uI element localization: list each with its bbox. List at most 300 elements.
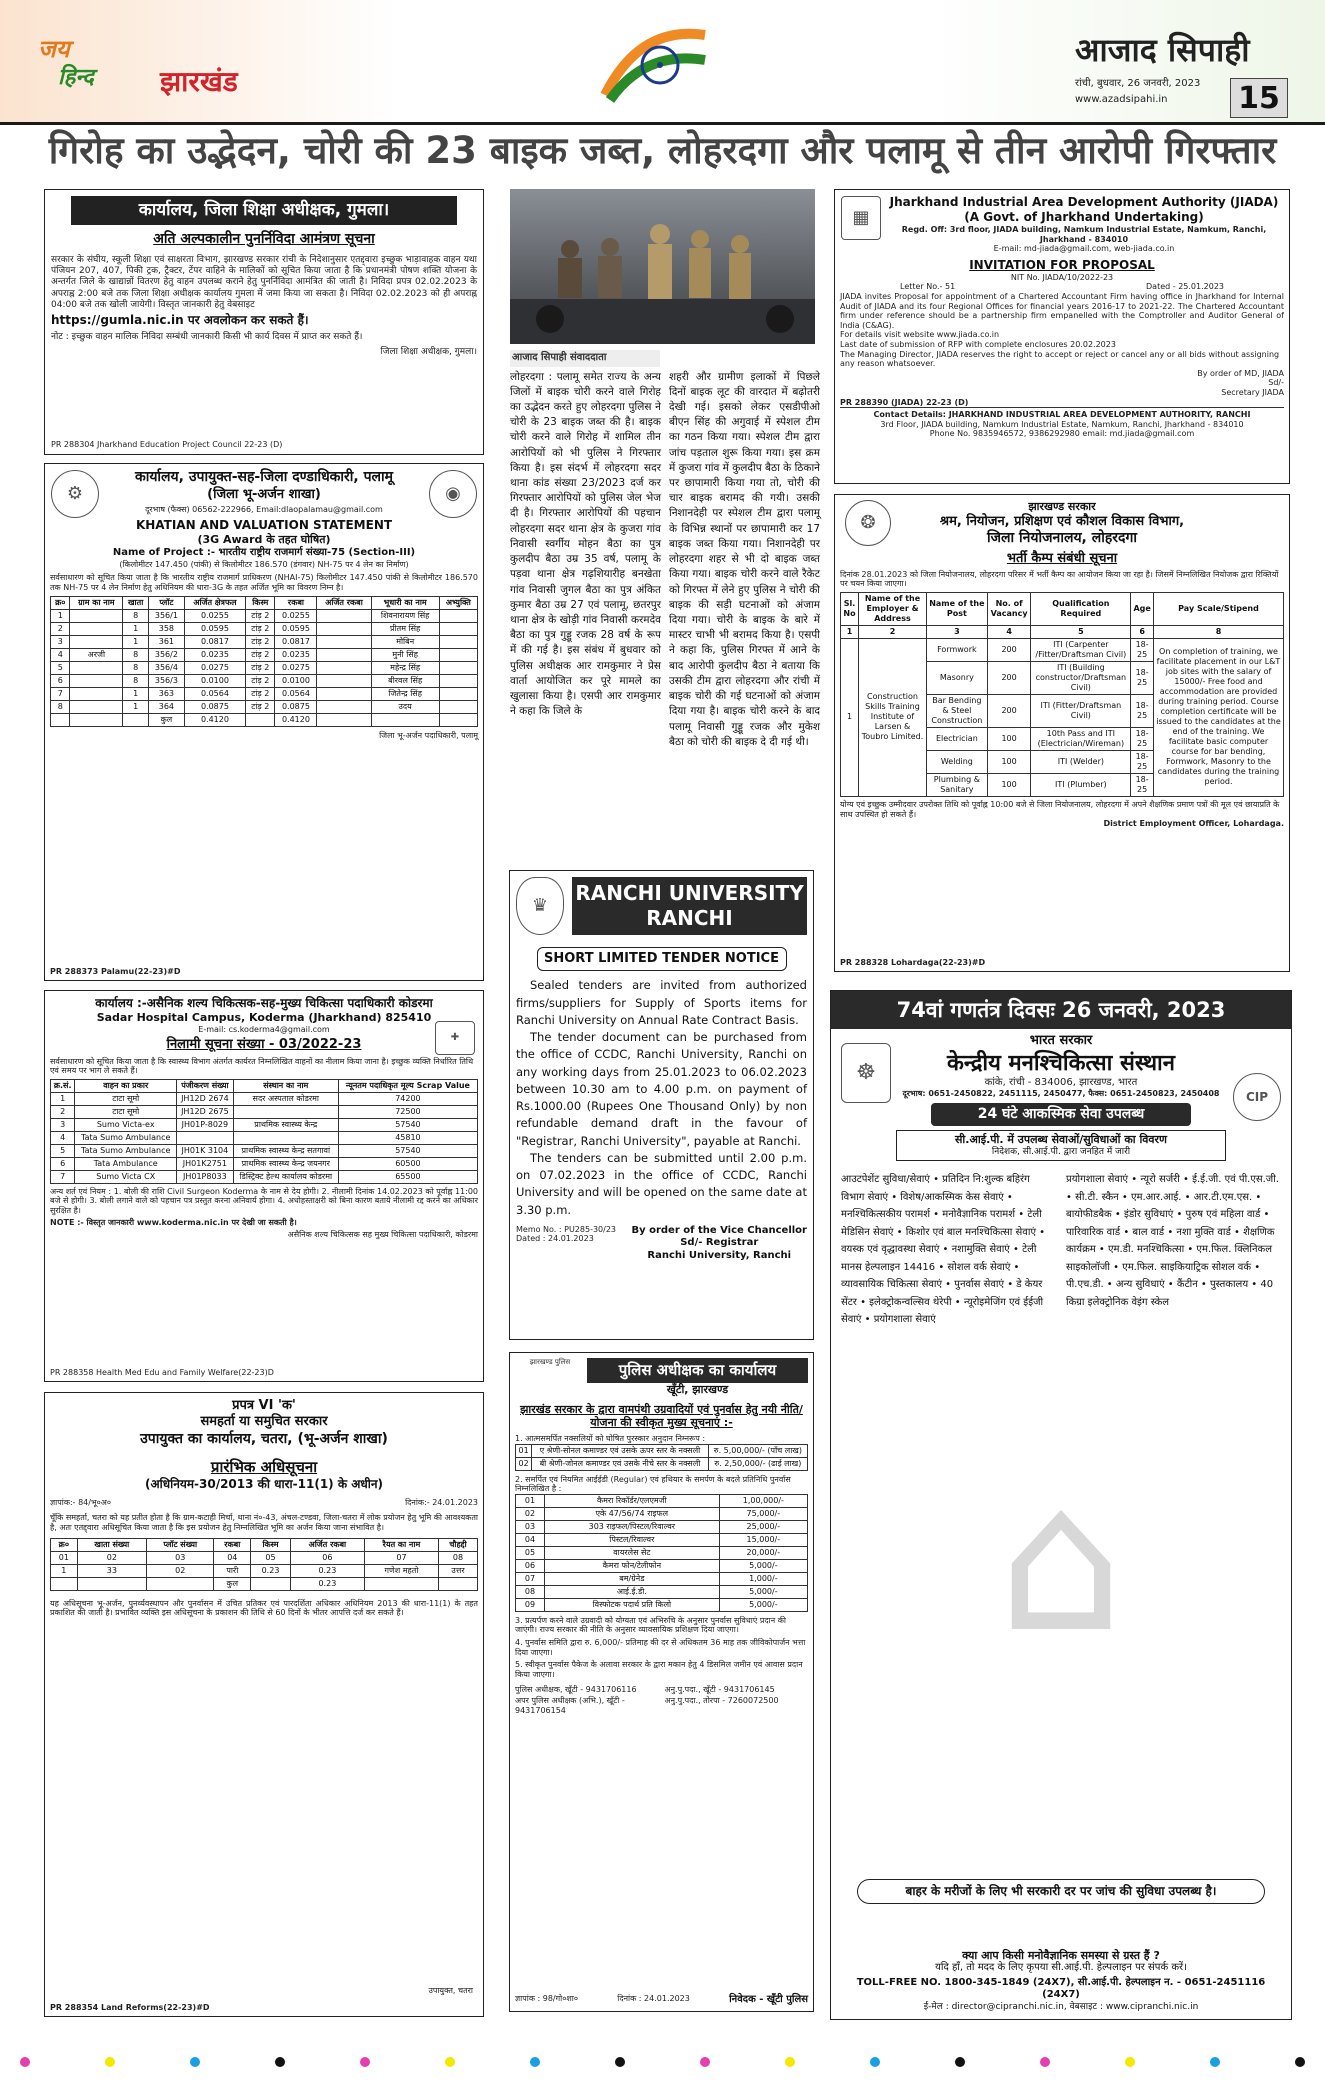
cip-ranchi-ad	[830, 990, 1292, 2020]
table-cell: 18-25	[1131, 750, 1154, 773]
khunti-h2: 2. समर्पित एवं नियमित आईईडी (Regular) एवं हथियार के समर्पण के बदले प्रतिनिधि पुनर्वास निम्नलिखित है :	[515, 1474, 791, 1494]
table-row	[51, 1131, 478, 1144]
table-cell	[439, 675, 477, 688]
table-cell: 0.23	[290, 1577, 364, 1590]
news-byline: आजाद सिपाही संवाददाता	[510, 350, 660, 367]
table-cell: 0.23	[290, 1564, 364, 1577]
gumla-title: कार्यालय, जिला शिक्षा अधीक्षक, गुमला।	[71, 196, 457, 225]
table-cell: प्राथमिक स्वास्थ्य केन्द्र	[233, 1118, 338, 1131]
table-cell: टांड़ 2	[246, 649, 275, 662]
table-cell: गणेश महतो	[364, 1564, 438, 1577]
table-header-cell: 4	[987, 625, 1031, 638]
table-cell: डिस्ट्रिक्ट हेल्थ कार्यालय कोडरमा	[233, 1170, 338, 1183]
lohardaga-dept: श्रम, नियोजन, प्रशिक्षण एवं कौशल विकास विभाग,	[939, 513, 1185, 529]
flag-chakra-graphic	[600, 15, 710, 105]
palamu-phone: दूरभाष (फैक्स) 06562-222966, Email:dlaopalamau@gmail.com	[145, 504, 383, 514]
table-cell: 8	[51, 701, 70, 714]
table-cell: 03	[516, 1520, 545, 1533]
table-cell: JH01K 3104	[177, 1144, 234, 1157]
table-cell: कैमरा रिकॉर्डर/एलएमजी	[545, 1494, 720, 1507]
tender-inst: Ranchi University, Ranchi	[647, 1249, 792, 1261]
table-cell: 0.0100	[275, 675, 317, 688]
khunti-p4: 4. पुनर्वास समिति द्वारा रु. 6,000/- प्रतिमाह की दर से अधिकतम 36 माह तक जीविकोपार्जन भत्ता दिया जाएगा।	[515, 1637, 806, 1657]
table-cell: JH12D 2675	[177, 1105, 234, 1118]
paper-name: आजाद सिपाही	[1075, 31, 1250, 69]
cip-watermark-icon: ⌂	[997, 1444, 1125, 1677]
table-cell	[70, 675, 123, 688]
table-row	[51, 701, 478, 714]
table-cell: 06	[516, 1559, 545, 1572]
table-cell: 2	[51, 623, 70, 636]
table-cell: 05	[251, 1551, 291, 1564]
table-cell: टांड़ 2	[246, 701, 275, 714]
jiada-contact2: 3rd Floor, JIADA building, Namkum Industrial Estate, Namkum, Ranchi, Jharkhand - 834010	[880, 419, 1244, 429]
table-cell: Masonry	[926, 661, 987, 694]
table-cell: 0.0817	[275, 636, 317, 649]
table-cell: On completion of training, we facilitate placement in our L&T job sites with the salary of 15000/- Free food and accommodation are provided during training period. Course completion certificate will be issued to the candidates at the end of the training. We facilitate basic computer course for bar bending, Formwork, Masonry to the candidates during the training period.	[1154, 638, 1284, 796]
table-cell	[317, 623, 371, 636]
table-cell	[439, 636, 477, 649]
jiada-dated: Dated - 25.01.2023	[1146, 282, 1224, 292]
table-cell: रु. 5,00,000/- (पाँच लाख)	[708, 1444, 807, 1457]
koderma-table	[50, 1079, 478, 1184]
table-cell: उदय	[371, 701, 439, 714]
jiada-last-date: Last date of submission of RFP with complete enclosures 20.02.2023	[840, 339, 1116, 349]
table-cell: 1	[841, 638, 859, 796]
table-cell: 6	[51, 675, 70, 688]
table-cell: 1	[51, 1564, 78, 1577]
table-cell	[439, 714, 477, 727]
jiada-invitation: INVITATION FOR PROPOSAL	[969, 257, 1155, 272]
table-cell: 7	[51, 688, 70, 701]
table-cell	[70, 688, 123, 701]
jiada-secretary: Secretary JIADA	[1221, 387, 1284, 397]
palamu-award: (3G Award के तहत घोषित)	[197, 533, 331, 547]
table-cell: बम/ग्रेनेड	[545, 1572, 720, 1585]
chatra-title1: समहर्ता या समुचित सरकार	[200, 1414, 328, 1430]
table-cell: 363	[149, 688, 185, 701]
table-cell	[51, 714, 70, 727]
table-header-cell: खाता	[123, 597, 149, 610]
jiada-name: Jharkhand Industrial Area Development Authority (JIADA)	[889, 195, 1279, 209]
table-header-cell: 1	[841, 625, 859, 638]
table-cell: 0.0100	[184, 675, 245, 688]
khunti-contact3: अपर पुलिस अधीक्षक (अभि.), खूँटी - 9431706154	[515, 1695, 625, 1715]
table-header-cell: अर्जित रकबा	[290, 1538, 364, 1551]
news-article	[510, 350, 820, 855]
gumla-footer-note: नोट : इच्छुक वाहन मालिक निविदा सम्बंधी जानकारी किसी भी कार्य दिवस में प्राप्त कर सकते हैं।	[51, 332, 363, 342]
table-cell	[317, 675, 371, 688]
table-header-cell: Pay Scale/Stipend	[1154, 592, 1284, 625]
table-cell: JH01K2751	[177, 1157, 234, 1170]
jiada-sub: (A Govt. of Jharkhand Undertaking)	[964, 210, 1204, 224]
table-header-cell: Name of the Employer & Address	[859, 592, 927, 625]
table-cell	[439, 649, 477, 662]
table-cell: Welding	[926, 750, 987, 773]
table-cell: Sumo Victa CX	[75, 1170, 177, 1183]
table-cell	[177, 1131, 234, 1144]
cip-banner: 74वां गणतंत्र दिवसः 26 जनवरी, 2023	[831, 991, 1291, 1029]
table-cell: बी श्रेणी-जोनल कमाण्डर एवं उसके नीचे स्तर के नक्सली	[532, 1457, 709, 1470]
khunti-p3: 3. प्रत्यर्पण करने वाले उग्रवादी को योग्यता एवं अभिरुचि के अनुसार पुनर्वास सुविधाएं प्रदान की जाएंगी। राज्य सरकार की नीति के अनुसार व्यावसायिक प्रशिक्षण दिया जाएगा।	[515, 1615, 786, 1635]
jiada-order: By order of MD, JIADA	[1197, 368, 1284, 378]
jiada-logo-icon: ▦	[841, 196, 881, 240]
table-cell	[70, 610, 123, 623]
table-cell: 3	[51, 1118, 75, 1131]
table-cell: 08	[439, 1551, 478, 1564]
table-header-cell: ग्राम का नाम	[70, 597, 123, 610]
table-cell: रु. 2,50,000/- (ढाई लाख)	[708, 1457, 807, 1470]
table-cell: 0.23	[251, 1564, 291, 1577]
table-cell: प्रीतम सिंह	[371, 623, 439, 636]
table-cell	[77, 1577, 146, 1590]
table-row	[51, 1157, 478, 1170]
table-header-cell: खाता संख्या	[77, 1538, 146, 1551]
table-cell: 0.0255	[184, 610, 245, 623]
table-cell: 0.0875	[275, 701, 317, 714]
table-cell: 0.0595	[275, 623, 317, 636]
table-cell	[317, 610, 371, 623]
lohardaga-table-header	[841, 592, 1284, 625]
table-row	[51, 610, 478, 623]
table-cell: Tata Sumo Ambulance	[75, 1144, 177, 1157]
table-cell: मुनी सिंह	[371, 649, 439, 662]
table-cell: 45810	[338, 1131, 477, 1144]
table-cell: 361	[149, 636, 185, 649]
table-header-cell: क्र.सं.	[51, 1079, 75, 1092]
table-cell	[51, 1577, 78, 1590]
table-cell: 1	[51, 1092, 75, 1105]
table-cell: 75,000/-	[719, 1507, 807, 1520]
table-cell: 1,00,000/-	[719, 1494, 807, 1507]
gumla-body: सरकार के संघीय, स्कूली शिक्षा एवं साक्षरता विभाग, झारखण्ड सरकार रांची के निदेशानुसार एतद्द्वारा इच्छुक भाड़ावाहक वाहन यथा पंजियन 207, 407, पिकी ट्रक, ट्रैक्टर, टेंपर वाहिने के मालिकों को सूचित किया जाता है कि प्रधानमंत्री पोषण शक्ति योजना के अन्तर्गत जिले के खाद्यान्नों वितरण हेतु वाहन उपलब्ध कराने हेतु पुनर्निविदा आमंत्रित की जाती है। निविदा प्रपत्र 02.02.2023 के अपराह्न 2:00 बजे तक जिला शिक्षा अधीक्षक कार्यालय गुमला में जमा किया जा सकता है। निविदा 02.02.2023 को ही अपराह्न 04:00 बजे तक खोली जायेगी। विस्तृत जानकारी हेतु वेबसाइट	[51, 254, 477, 310]
table-cell: JH01P8033	[177, 1170, 234, 1183]
jiada-letter: Letter No.- 51	[900, 282, 956, 292]
table-cell: Plumbing & Sanitary	[926, 773, 987, 796]
police-badge-label: झारखण्ड पुलिस	[529, 1358, 571, 1366]
table-cell: 4	[51, 649, 70, 662]
table-cell	[364, 1577, 438, 1590]
palamu-title: कार्यालय, उपायुक्त-सह-जिला दण्डाधिकारी, पलामू	[134, 469, 394, 485]
gumla-ref: PR 288304 Jharkhand Education Project Council 22-23 (D)	[51, 440, 283, 450]
lohardaga-signature: District Employment Officer, Lohardaga.	[1103, 819, 1284, 829]
table-cell	[70, 701, 123, 714]
khunti-place: खूँटी, झारखण्ड	[666, 1382, 729, 1396]
table-cell	[439, 701, 477, 714]
gumla-tender-ad	[44, 189, 484, 455]
koderma-terms: अन्य शर्त एवं नियम : 1. बोली की राशि Civil Surgeon Koderma के नाम से देय होगी। 2. नीलामी दिनांक 14.02.2023 को पूर्वाह्न 11:00 बजे से होगी। 3. बोली लगाने वाले को पहचान पत्र प्रस्तुत करना अनिवार्य होगा। 4. अधोहस्ताक्षरी को बिना कारण बताये नीलामी रद्द करने का अधिकार सुरक्षित है।	[50, 1186, 478, 1215]
khunti-contact1: पुलिस अधीक्षक, खूँटी - 9431706116	[515, 1685, 637, 1695]
table-cell: 60500	[338, 1157, 477, 1170]
logo-text-bottom: हिन्द	[58, 65, 94, 90]
table-cell: 5	[51, 662, 70, 675]
palamu-signature: जिला भू-अर्जन पदाधिकारी, पलामू	[379, 731, 478, 741]
table-header-cell: क्र०	[51, 1538, 78, 1551]
table-cell: 1	[123, 701, 149, 714]
table-cell	[251, 1577, 291, 1590]
table-cell: 7	[51, 1170, 75, 1183]
khunti-sub: झारखंड सरकार के द्वारा वामपंथी उग्रवादियों एवं पुनर्वास हेतु नयी नीति/योजना की स्वीकृत मुख्य सूचनाएं :-	[520, 1402, 803, 1430]
table-cell: 0.0564	[275, 688, 317, 701]
table-cell: 0.0595	[184, 623, 245, 636]
table-row	[516, 1533, 808, 1546]
lohardaga-notice: भर्ती कैम्प संबंधी सूचना	[1006, 550, 1118, 566]
table-header-cell: संस्थान का नाम	[233, 1079, 338, 1092]
table-cell: 04	[516, 1533, 545, 1546]
khunti-h1: 1. आत्मसमर्पित नक्सलियों को घोषित पुरस्कार अनुदान निम्नरूप :	[515, 1434, 706, 1443]
koderma-table-header	[51, 1079, 478, 1092]
table-row	[51, 1105, 478, 1118]
chatra-form: प्रपत्र VI 'क'	[232, 1398, 296, 1413]
lohardaga-recruitment-ad	[834, 494, 1290, 972]
khunti-signature: निवेदक - खूँटी पुलिस	[729, 1993, 808, 2005]
table-header-cell: रकबा	[275, 597, 317, 610]
table-cell: ए श्रेणी-सोनल कमाण्डर एवं उसके ऊपर स्तर के नक्सली	[532, 1444, 709, 1457]
table-header-cell: प्लॉट	[149, 597, 185, 610]
table-header-cell: पंजीकरण संख्या	[177, 1079, 234, 1092]
tender-signed: Sd/- Registrar	[680, 1237, 759, 1249]
table-cell	[246, 714, 275, 727]
table-cell	[371, 714, 439, 727]
table-cell: 06	[290, 1551, 364, 1564]
palamu-project: Name of Project :- भारतीय राष्ट्रीय राजमार्ग संख्या-75 (Section-III)	[112, 547, 416, 559]
table-cell: 100	[987, 750, 1031, 773]
tender-by-order: By order of the Vice Chancellor	[631, 1224, 807, 1236]
cip-services-sub: निदेशक, सी.आई.पी. द्वारा जनहित में जारी	[991, 1146, 1131, 1157]
table-header-cell: Sl. No	[841, 592, 859, 625]
table-cell: एके 47/56/74 राइफल	[545, 1507, 720, 1520]
table-cell: 0.0235	[184, 649, 245, 662]
table-cell: 8	[123, 649, 149, 662]
table-cell	[233, 1105, 338, 1118]
table-header-cell: न्यूनतम पदाधिकृत मूल्य Scrap Value	[338, 1079, 477, 1092]
lohardaga-office: जिला नियोजनालय, लोहरदगा	[987, 530, 1137, 546]
table-cell: 18-25	[1131, 694, 1154, 727]
table-cell	[70, 714, 123, 727]
table-cell: 07	[516, 1572, 545, 1585]
table-row	[51, 688, 478, 701]
table-cell: 0.0564	[184, 688, 245, 701]
table-cell: 100	[987, 727, 1031, 750]
jharkhand-emblem-icon: ⚙	[51, 470, 99, 518]
jharkhand-gov-emblem-icon: ❂	[845, 500, 891, 546]
table-cell: 10th Pass and ITI (Electrician/Wireman)	[1031, 727, 1131, 750]
cip-tollfree: TOLL-FREE NO. 1800-345-1849 (24X7), सी.आई.पी. हेल्पलाइन न. - 0651-2451116 (24X7)	[856, 1976, 1266, 2001]
palamu-project2: (किलोमीटर 147.450 (पांकी) से किलोमीटर 186.570 (डंगवार) NH-75 पर 4 लेन का निर्माण)	[119, 559, 409, 569]
news-col1: लोहरदगा : पलामू समेत राज्य के अन्य जिलों में बाइक चोरी करने वाले गिरोह का उद्भेदन करते हुए लोहरदगा पुलिस ने चोरी के 23 बाइक जब्त की है। बाइक चोरी करने वाले गिरोह में शामिल तीन आरोपियों को भी पुलिस ने गिरफ्तार किया है। इस संदर्भ में लोहरदगा सदर थाना कांड संख्या 23/2023 दर्ज कर गिरफ्तार आरोपियों को पुलिस जेल भेज दी है। गिरफ्तार आरोपियों की पहचान लोहरदगा सदर थाना क्षेत्र के कुजरा गांव निवासी स्वर्गीय मोहन बैठा का पुत्र कुलदीप बैठा उम्र 35 वर्ष, पलामू के पड़वा थाना क्षेत्र गढ़शियारीह बनखेता गांव निवासी जुगल बैठा का पुत्र अंकित कुमार बैठा उम्र 27 एवं पलामू, छतरपुर थाना क्षेत्र के खोड़ी गांव निवासी करमदेव बैठा का पुत्र गुड्डू रजक 28 वर्ष के रूप में की गई है। इस संबंध में बुधवार को पुलिस अधीक्षक आर रामकुमार ने प्रेस वार्ता आयोजित कर पूरे मामले का खुलासा किया है। एसपी आर रामकुमार ने कहा कि जिले के	[510, 370, 661, 718]
table-cell: 09	[516, 1598, 545, 1611]
table-cell: कुल	[214, 1577, 251, 1590]
chatra-table	[50, 1538, 478, 1591]
tender-para2: The tender document can be purchased from the office of CCDC, Ranchi University, Ranchi on any working days from 25.01.2023 to 06.02.2023 between 10.30 am to 4.00 p.m. on payment of Rs.1000.00 (Rupees One Thousand Only) by non refundable demand draft in the favour of "Registrar, Ranchi University", payable at Ranchi.	[516, 1030, 807, 1148]
table-cell: Bar Bending & Steel Construction	[926, 694, 987, 727]
khunti-police-ad	[509, 1352, 814, 2012]
table-cell: टांड़ 2	[246, 662, 275, 675]
table-cell: कुल	[149, 714, 185, 727]
table-row	[51, 662, 478, 675]
table-cell: 57540	[338, 1144, 477, 1157]
table-row	[51, 1551, 478, 1564]
table-row	[516, 1546, 808, 1559]
cip-services-title: सी.आई.पी. में उपलब्ध सेवाओं/सुविधाओं का विवरण	[955, 1133, 1167, 1147]
table-cell: वायरलेस सेट	[545, 1546, 720, 1559]
cip-left-list: आउटपेशेंट सुविधा/सेवाएं • प्रतिदिन नि:शुल्क बहिरंग विभाग सेवाएं • विशेष/आकस्मिक केस सेवाएं • मनश्चिकित्सकीय परामर्श • मनोवैज्ञानिक परामर्श • टेली मेडिसिन सेवाएं • किशोर एवं बाल मनश्चिकित्सा सेवाएं • वयस्क एवं वृद्धावस्था सेवाएं • नशामुक्ति सेवाएं • टेली मानस हेल्पलाइन 14416 • सोशल वर्क सेवाएं • व्यावसायिक चिकित्सा सेवाएं • पुनर्वास सेवाएं • डे केयर सेंटर • इलेक्ट्रोकन्वल्सिव थेरेपी • न्यूरोइमेजिंग एवं ईईजी सेवाएं • प्रयोगशाला सेवाएं	[841, 1174, 1046, 1326]
table-header-cell: प्लॉट संख्या	[147, 1538, 214, 1551]
table-row	[516, 1598, 808, 1611]
table-row	[51, 714, 478, 727]
table-cell: JH12D 2674	[177, 1092, 234, 1105]
table-cell	[233, 1131, 338, 1144]
table-cell: 18-25	[1131, 727, 1154, 750]
table-cell: 0.0817	[184, 636, 245, 649]
table-cell	[317, 636, 371, 649]
table-header-cell: अर्जित रकबा	[317, 597, 371, 610]
dateline: रांची, बुधवार, 26 जनवरी, 2023	[1075, 78, 1201, 89]
koderma-auction-ad	[44, 990, 484, 1382]
lohardaga-intro: दिनांक 28.01.2023 को जिला नियोजनालय, लोहरदगा परिसर में भर्ती कैम्प का आयोजन किया जा रहा है। जिसमें निम्नलिखित नियोजक द्वारा रिक्तियों पर चयन किया जाएगा।	[840, 569, 1279, 589]
cip-logo-icon: CIP	[1233, 1073, 1281, 1121]
table-cell: शिवनारायण सिंह	[371, 610, 439, 623]
website: www.azadsipahi.in	[1075, 94, 1168, 105]
table-cell: 03	[147, 1551, 214, 1564]
table-cell: 72500	[338, 1105, 477, 1118]
jai-hind-logo	[38, 34, 94, 92]
table-cell	[123, 714, 149, 727]
table-cell: Electrician	[926, 727, 987, 750]
table-header-cell: रकबा	[214, 1538, 251, 1551]
khunti-contact4: अनु.पु.पदा., तोरपा - 7260072500	[664, 1695, 779, 1705]
table-cell: मोबिन	[371, 636, 439, 649]
khunti-table1	[515, 1444, 808, 1471]
table-cell: टाटा सूमो	[75, 1092, 177, 1105]
koderma-note: NOTE :- विस्तृत जानकारी www.koderma.nic.in पर देखी जा सकती है।	[50, 1217, 297, 1227]
gumla-site: https://gumla.nic.in पर अवलोकन कर सकते हैं।	[51, 313, 309, 327]
table-cell: ITI (Plumber)	[1031, 773, 1131, 796]
cip-emergency: 24 घंटे आकस्मिक सेवा उपलब्ध	[931, 1103, 1191, 1127]
khunti-table2	[515, 1494, 808, 1612]
table-cell	[317, 714, 371, 727]
table-cell	[147, 1577, 214, 1590]
main-headline: गिरोह का उद्भेदन, चोरी की 23 बाइक जब्त, लोहरदगा और पलामू से तीन आरोपी गिरफ्तार	[48, 129, 1277, 172]
table-cell: अरजी	[70, 649, 123, 662]
table-cell: 0.0275	[275, 662, 317, 675]
lohardaga-footer: योग्य एवं इच्छुक उम्मीदवार उपरोक्त तिथि को पूर्वाह्न 10:00 बजे से जिला नियोजनालय, लोहरदगा में अपने शैक्षणिक प्रमाण पत्रों की मूल एवं छायाप्रति के साथ उपस्थित हो सकते हैं।	[840, 799, 1280, 819]
jiada-phone: Phone No. 9835946572, 9386292980 email: md.jiada@gmail.com	[929, 429, 1195, 439]
koderma-title: कार्यालय :-असैनिक शल्य चिकित्सक-सह-मुख्य चिकित्सा पदाधिकारी कोडरमा	[95, 996, 433, 1010]
table-cell: 100	[987, 773, 1031, 796]
chatra-notice: प्रारंभिक अधिसूचना	[210, 1458, 318, 1476]
cip-name: केन्द्रीय मनश्चिकित्सा संस्थान	[947, 1050, 1175, 1076]
palamu-table	[50, 596, 478, 727]
health-logo-icon: ✚	[435, 1021, 475, 1055]
logo-text-top: जय	[38, 35, 70, 63]
table-cell: 07	[364, 1551, 438, 1564]
table-cell: 1	[123, 623, 149, 636]
table-cell	[70, 636, 123, 649]
cip-email: ई-मेल : director@cipranchi.nic.in, वेबसाइट : www.cipranchi.nic.in	[923, 2001, 1199, 2012]
cip-gov: भारत सरकार	[1029, 1033, 1093, 1049]
cip-question: क्या आप किसी मनोवैज्ञानिक समस्या से ग्रस्त हैं ?	[962, 1948, 1160, 1962]
table-header-cell: अर्जित क्षेत्रफल	[184, 597, 245, 610]
tender-para1: Sealed tenders are invited from authorized firms/suppliers for Supply of Sports items for Ranchi University on Annual Rate Contract Basis.	[516, 978, 807, 1027]
koderma-notice-no: निलामी सूचना संख्या - 03/2022-23	[166, 1037, 362, 1053]
palamu-statement: KHATIAN AND VALUATION STATEMENT	[135, 518, 393, 533]
jiada-body: JIADA invites Proposal for appointment of a Chartered Accountant Firm having office in Jharkhand for Internal Audit of JIADA and its four Regional Offices for financial years 2016-17 to 2021-22. The Chartered Accountant firm under reference should be a partnership firm empanelled with the Comptroller and Auditor General of India (C&AG).	[840, 291, 1284, 330]
table-cell: 1	[123, 636, 149, 649]
table-cell: 01	[51, 1551, 78, 1564]
table-cell: 1	[123, 688, 149, 701]
table-cell	[317, 662, 371, 675]
table-cell: 08	[516, 1585, 545, 1598]
khunti-title-bar	[587, 1358, 808, 1383]
table-row	[51, 1170, 478, 1183]
table-cell	[317, 649, 371, 662]
table-cell: महेन्द्र सिंह	[371, 662, 439, 675]
table-cell: 5	[51, 1144, 75, 1157]
table-cell: 200	[987, 638, 1031, 661]
table-cell: ITI (Welder)	[1031, 750, 1131, 773]
koderma-signature: असैनिक शल्य चिकित्सक सह मुख्य चिकित्सा पदाधिकारी, कोडरमा	[287, 1230, 478, 1240]
lohardaga-table-nums	[841, 625, 1284, 638]
table-header-cell: चौहद्दी	[439, 1538, 478, 1551]
table-row	[51, 1118, 478, 1131]
university-crest-icon: ♛	[516, 877, 564, 935]
print-registration-marks	[0, 2057, 1325, 2073]
table-cell: 8	[123, 610, 149, 623]
gumla-signature: जिला शिक्षा अधीक्षक, गुमला।	[380, 347, 477, 358]
chatra-land-notice	[44, 1392, 484, 2017]
koderma-ref: PR 288358 Health Med Edu and Family Welfare(22-23)D	[50, 1368, 274, 1378]
jiada-sd: Sd/-	[1268, 378, 1284, 388]
table-cell: 358	[149, 623, 185, 636]
table-cell: 8	[123, 662, 149, 675]
jiada-address: Regd. Off: 3rd floor, JIADA building, Namkum Industrial Estate, Namkum, Ranchi, Jharkhand - 834010	[901, 225, 1267, 244]
table-row	[516, 1572, 808, 1585]
table-cell: 364	[149, 701, 185, 714]
koderma-address: Sadar Hospital Campus, Koderma (Jharkhand) 825410	[96, 1011, 432, 1024]
table-cell	[439, 1577, 478, 1590]
table-cell: टांड़ 2	[246, 610, 275, 623]
table-cell: ITI (Carpenter /Fitter/Draftsman Civil)	[1031, 638, 1131, 661]
table-row	[51, 1092, 478, 1105]
table-row	[516, 1444, 808, 1457]
table-cell	[317, 688, 371, 701]
table-cell: 5,000/-	[719, 1559, 807, 1572]
table-cell: 18-25	[1131, 773, 1154, 796]
table-cell: 20,000/-	[719, 1546, 807, 1559]
table-cell: 0.4120	[275, 714, 317, 727]
table-row	[516, 1559, 808, 1572]
table-cell: 65500	[338, 1170, 477, 1183]
tender-para3: The tenders can be submitted until 2.00 p.m. on 07.02.2023 in the office of CCDC, Ranchi University and will be opened on the same date at 3.30 p.m.	[516, 1150, 807, 1217]
university-name: RANCHI UNIVERSITY	[575, 881, 804, 905]
table-cell	[439, 662, 477, 675]
table-cell: 3	[51, 636, 70, 649]
table-row	[516, 1585, 808, 1598]
table-header-cell: Qualification Required	[1031, 592, 1131, 625]
table-cell: टांड़ 2	[246, 636, 275, 649]
table-cell: Tata Sumo Ambulance	[75, 1131, 177, 1144]
table-header-cell: 6	[1131, 625, 1154, 638]
palamu-table-header	[51, 597, 478, 610]
palamu-body: सर्वसाधारण को सूचित किया जाता है कि भारतीय राष्ट्रीय राजमार्ग प्राधिकरण (NHAI-75) किलोमीटर 147.450 पांकी से किलोमीटर 186.570 तक NH-75 पर 4 लेन निर्माण हेतु अधिनियम की धारा-3G के तहत अर्जित भूमि का विवरण निम्न है।	[50, 573, 478, 592]
lohardaga-ref: PR 288328 Lohardaga(22-23)#D	[840, 958, 986, 968]
table-cell: 356/3	[149, 675, 185, 688]
table-cell: 18-25	[1131, 661, 1154, 694]
table-row	[51, 1144, 478, 1157]
table-header-cell: Age	[1131, 592, 1154, 625]
ashoka-emblem-icon: ☸	[841, 1043, 891, 1103]
